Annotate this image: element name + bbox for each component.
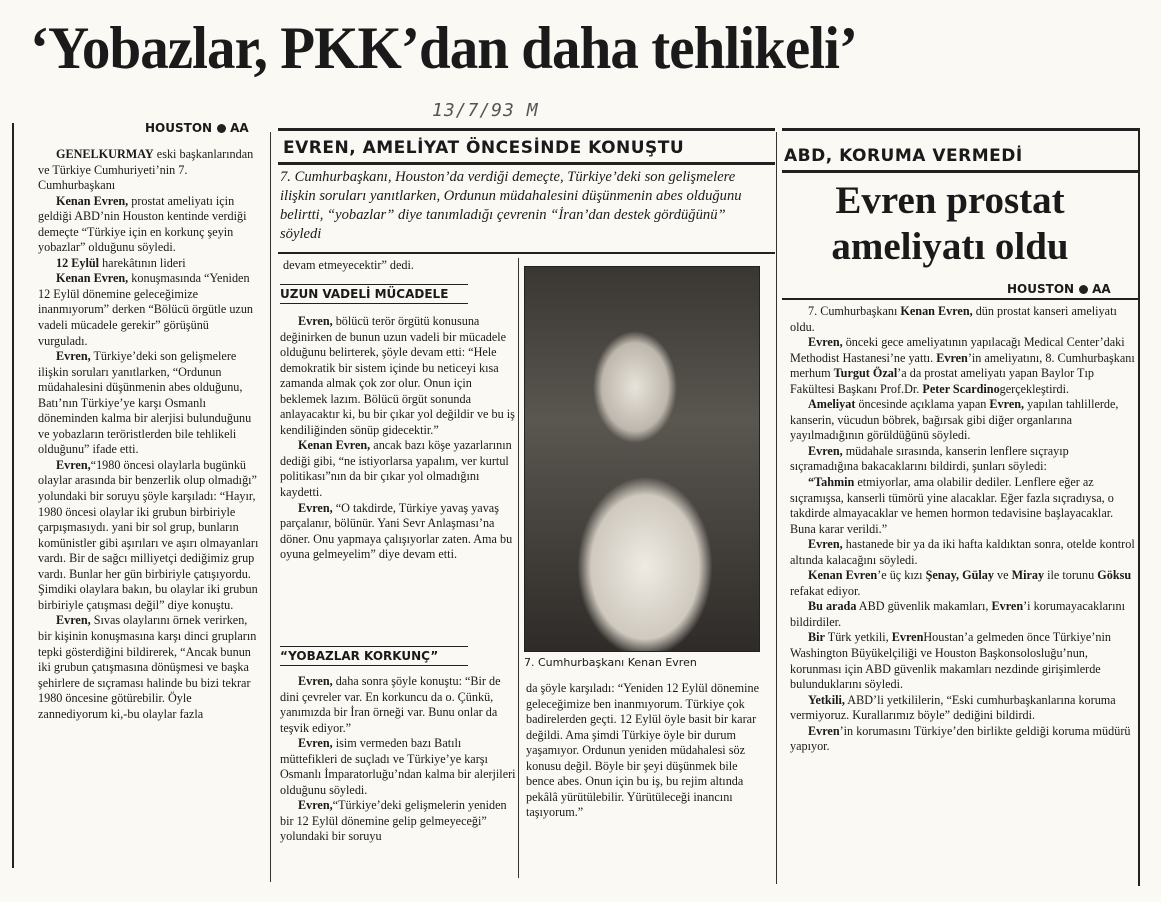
paragraph — [790, 335, 1136, 397]
bold-name: Turgut Özal — [833, 366, 898, 381]
subhead-uzun-vadeli: UZUN VADELİ MÜCADELE — [280, 284, 468, 304]
bold-lead: Evren, — [298, 500, 333, 515]
handwritten-date: 13/7/93 M — [432, 100, 539, 121]
bold-name: Şenay, Gülay — [925, 568, 994, 583]
byline-dot — [217, 124, 226, 133]
bold-name: Yetkili, — [808, 692, 845, 707]
column-divider-1 — [270, 132, 271, 882]
bold-lead: Evren, — [298, 314, 333, 328]
paragraph — [790, 724, 1136, 755]
bold-lead: Evren, — [298, 736, 333, 751]
paragraph-text: refakat ediyor. — [790, 583, 861, 598]
paragraph-text: “1980 öncesi olaylarla bugünkü olaylar arasında bir benzerlik olup olmadığı” yolundaki bir soruyu şöyle karşıladı: “Hayır, 1980 öncesi olaylar iki grubun birbiriyle çarpışmasıydı. yani bir sol grup, bunların komünistler gibi aşırıları ve aşırı olmayanları vardı. Bir de sağcı milliyetçi dediğimiz grup vardı. Bunlar her gün birbiriyle çatışıyordu. Şimdiki olaylara bakın, bu olaylar iki grubun birbiriyle çatışması değil” diye konuştu. — [38, 457, 259, 612]
paragraph-text: ve — [993, 568, 1012, 583]
paragraph — [38, 458, 260, 613]
paragraph-text: müdahale sırasında, kanserin lenflere sıçrayıp sıçramadığına bakacaklarını bildirdi, şunları söyledi: — [790, 443, 1069, 474]
paragraph — [790, 304, 1136, 335]
paragraph-text: öncesinde açıklama yapan — [855, 397, 990, 412]
right-byline-rule — [782, 298, 1138, 300]
paragraph-text: Houstan’a gelmeden önce Türkiye’nin Washington Büyükelçiliği ve Houston Başkonsolosluğu’nun, korunması için ABD güvenlik makamları nezdinde girişimlerde bulunduklarını söyledi. — [790, 630, 1111, 692]
paragraph-text: ’in korumasını Türkiye’den birlikte geldiği koruma müdürü yapıyor. — [790, 723, 1131, 754]
paragraph-text: ile torunu — [1044, 568, 1098, 583]
right-kicker-rule — [782, 170, 1138, 173]
bold-lead: Evren, — [56, 349, 91, 364]
paragraph — [790, 630, 1136, 692]
paragraph — [280, 674, 516, 736]
bold-name: Bu arada — [808, 599, 857, 614]
bold-lead: Evren, — [56, 457, 91, 472]
paragraph — [280, 736, 516, 798]
paragraph — [790, 568, 1136, 599]
bold-name: Evren — [808, 723, 840, 738]
paragraph-text: ancak bazı köşe yazarlarının dediği gibi, “ne istiyorlarsa yapalım, ver kurtul politikası”nın da bir çıkar yol olmadığını kaydetti. — [280, 438, 512, 500]
bold-name: Bir — [808, 630, 825, 645]
paragraph-text: ’in ameliyatını, 8. Cumhurbaşkanı merhum — [790, 350, 1135, 381]
column-divider-2 — [518, 258, 519, 878]
byline-city: HOUSTON — [1007, 282, 1075, 296]
paragraph — [280, 314, 516, 438]
continuation-text: devam etmeyecektir” dedi. — [283, 258, 414, 272]
byline-dot — [1079, 285, 1088, 294]
bold-lead: Kenan Evren, — [298, 438, 371, 453]
middle-top-rule — [278, 128, 775, 131]
bold-name: Evren — [891, 630, 924, 645]
paragraph-text: isim vermeden bazı Batılı müttefikleri de suçladı ve Türkiye’ye karşı Osmanlı İmparatorluğu’ndan kalma bir alerjileri olduğunu söyledi. — [280, 736, 516, 797]
right-byline — [1007, 282, 1111, 296]
left-border-rule — [12, 123, 14, 868]
paragraph-text: daha sonra şöyle konuştu: “Bir de dini çevreler var. En korkuncu da o. Çünkü, yanımızda bir İran örneği var. Bunu onlar da teşvik ediyor.” — [280, 674, 501, 735]
byline-agency: AA — [1092, 282, 1111, 296]
paragraph-text: prostat ameliyatı için geldiği ABD’nin Houston kentinde verdiği demeçte “Türkiye için en korkunç şeyin yobazlar” olduğunu söyledi. — [38, 193, 247, 255]
paragraph — [790, 397, 1136, 444]
left-byline — [145, 121, 249, 135]
byline-agency: AA — [230, 121, 249, 135]
middle-title-rule — [278, 162, 775, 165]
paragraph-text: ABD’li yetkililerin, “Eski cumhurbaşkanlarına koruma vermiyoruz. Kurallarımız böyle” dediğini bildirdi. — [790, 692, 1116, 723]
paragraph — [790, 444, 1136, 475]
bold-lead: Kenan Evren, — [56, 271, 129, 286]
paragraph — [38, 194, 260, 256]
paragraph — [38, 256, 260, 272]
paragraph — [790, 599, 1136, 630]
bold-name: Evren, — [989, 397, 1025, 412]
paragraph-text: bölücü terör örgütü konusuna değinirken de bunun uzun vadeli bir mücadele olduğunu belirterek, şöyle devam etti: “Hele demokratik bir sistem içinde bu neticeyi kısa zamanda almak çok zor olur. Onun için beklemek lazım. Bölücü örgüt sonunda anlayacaktır ki, bu bir çıkar yol değildir ve bu iş kendiliğinden sönüp gidecektir.” — [280, 314, 515, 437]
paragraph-text: eski başkanlarından ve Türkiye Cumhuriyeti’nin 7. Cumhurbaşkanı — [38, 147, 254, 193]
middle-column-1 — [280, 314, 516, 563]
paragraph-text: ’e üç kızı — [877, 568, 926, 583]
paragraph — [38, 147, 260, 194]
middle-column-2: da şöyle karşıladı: “Yeniden 12 Eylül dönemine geleceğimize ben inanmıyorum. Türkiye çok badirelerden geçti. 12 Eylül öyle basit bir karar değildi. Ama şimdi Türkiye öyle bir durum yaşamıyor. Ordunun yeniden müdahalesi söz konusu değil. Böyle bir şeyi düşünmek bile bence abes. Onun için bu iş, bu rejim altında pekâlâ yürütülebilir. Yürütüleceği inancını taşıyorum.” — [526, 681, 759, 820]
right-article-column — [790, 304, 1136, 755]
paragraph — [280, 438, 516, 500]
photo-kenan-evren — [524, 266, 760, 652]
paragraph-text: “O takdirde, Türkiye yavaş yavaş parçalanır, bölünür. Yani Sevr Anlaşması’na döner. Onu yapmaya çalışıyorlar zaten. Ama bu oyuna gelmeyelim” diye devam etti. — [280, 500, 513, 562]
paragraph — [790, 693, 1136, 724]
bold-lead: Kenan Evren, — [56, 193, 129, 208]
paragraph-text: 7. Cumhurbaşkanı — [808, 304, 901, 318]
paragraph-text: etmiyorlar, ama olabilir dediler. Lenflere eğer az sıçramışsa, kanserli tümörü yine alacaklar. Eğer fazla sıçradıysa, o takdirde almayacaklar ve hemen hormon tedavisine başlayacaklar. Buna karar verildi.” — [790, 475, 1114, 536]
paragraph-text: ’i korumayacaklarını bildirdiler. — [790, 599, 1125, 629]
paragraph — [38, 349, 260, 458]
paragraph-text: ABD güvenlik makamları, — [856, 599, 992, 614]
paragraph-text: Sıvas olaylarını örnek verirken, bir kişinin konuşmasına karşı dinci grupların tepki gösterdiğini bildirerek, “Ancak bunun iki grubun çatışmasına dönüşmesi ve başka şehirlere de sıçraması halinde bu bizi tekrar 1980 öncesine götürebilir. Öyle zannediyorum ki,-bu olaylar fazla — [38, 613, 257, 721]
bold-name: “Tahmin — [808, 475, 855, 490]
paragraph-text: harekâtının lideri — [99, 255, 186, 270]
paragraph-text: “Türkiye’deki gelişmelerin yeniden bir 12 Eylül dönemine gelip gelmeyeceği” yolundaki bir soruyu — [280, 798, 507, 844]
paragraph-text: Türkiye’deki son gelişmelere ilişkin soruları yanıtlarken, “Ordunun müdahalesini düşünmenin abes olduğunu, Batı’nın Türkiye’ye karşı Osmanlı döneminden kalma bir alerjisi bulunduğunu ve yobazların teröristlerden bile tehlikeli olduğunu” ifade etti. — [38, 349, 252, 457]
paragraph-text: hastanede bir ya da iki hafta kaldıktan sonra, otelde kontrol altında kalacağını söyledi. — [790, 537, 1135, 567]
paragraph — [280, 798, 516, 845]
paragraph — [38, 271, 260, 349]
bold-name: Evren, — [808, 537, 843, 552]
paragraph-text: yapılan tahlillerde, kanserin, vücudun böbrek, bağırsak gibi diğer organlarına yayılmadığının görüldüğünü söyledi. — [790, 397, 1119, 443]
bold-name: Evren — [991, 599, 1024, 614]
bold-lead: 12 Eylül — [56, 255, 100, 270]
bold-lead: Evren, — [298, 674, 333, 688]
intro-bottom-rule — [278, 252, 775, 254]
column-divider-3 — [776, 132, 777, 884]
right-top-rule — [782, 128, 1138, 131]
middle-intro: 7. Cumhurbaşkanı, Houston’da verdiği demeçte, Türkiye’deki son gelişmelere ilişkin soruları yanıtlarken, Ordunun müdahalesini düşünmenin abes olduğunu belirtti, “yobazlar” diye tanımladığı çevrenin “İran’dan destek gördüğünü” söyledi — [280, 169, 742, 242]
paragraph-text: ’a da prostat ameliyatı yapan Baylor Tıp Fakültesi Başkanı Prof.Dr. — [790, 366, 1094, 396]
subhead-yobazlar-korkunc: “YOBAZLAR KORKUNÇ” — [280, 646, 468, 666]
paragraph — [280, 501, 516, 563]
bold-lead: GENELKURMAY — [56, 147, 154, 161]
right-border-rule — [1138, 128, 1140, 886]
middle-section-title: EVREN, AMELİYAT ÖNCESİNDE KONUŞTU — [283, 138, 685, 158]
paragraph — [790, 537, 1136, 568]
bold-name: Miray — [1011, 568, 1045, 583]
paragraph-text: Türk yetkili, — [824, 630, 892, 645]
bold-name: Göksu — [1097, 568, 1132, 583]
paragraph-text: önceki gece ameliyatının yapılacağı Medical Center’daki Methodist Hastanesi’ne yattı. — [790, 335, 1125, 365]
paragraph-text: dün prostat kanseri ameliyatı oldu. — [790, 304, 1117, 334]
bold-name: Evren, — [808, 335, 843, 350]
main-headline: ‘Yobazlar, PKK’dan daha tehlikeli’ — [30, 15, 858, 81]
right-kicker: ABD, KORUMA VERMEDİ — [784, 146, 1023, 166]
photo-caption: 7. Cumhurbaşkanı Kenan Evren — [524, 656, 697, 669]
bold-lead: Evren, — [56, 613, 91, 628]
right-headline: Evren prostat ameliyatı oldu — [831, 179, 1069, 268]
bold-name: Peter Scardino — [922, 381, 1000, 396]
bold-name: Kenan Evren — [808, 568, 878, 583]
paragraph-text: gerçekleştirdi. — [999, 381, 1070, 396]
middle-column-1b — [280, 674, 516, 845]
left-article-column — [38, 147, 260, 722]
bold-lead: Evren, — [298, 798, 333, 813]
bold-name: Kenan Evren, — [900, 304, 973, 318]
bold-name: Evren, — [808, 443, 843, 458]
paragraph-text: konuşmasında “Yeniden 12 Eylül dönemine geleceğimize inanmıyorum” derken “Bölücü örgütle uzun vadeli mücadele gerekir” görüşünü vurguladı. — [38, 271, 254, 348]
bold-name: Ameliyat — [808, 397, 856, 412]
byline-city: HOUSTON — [145, 121, 213, 135]
bold-name: Evren — [936, 350, 968, 365]
paragraph — [790, 475, 1136, 537]
paragraph — [38, 613, 260, 722]
